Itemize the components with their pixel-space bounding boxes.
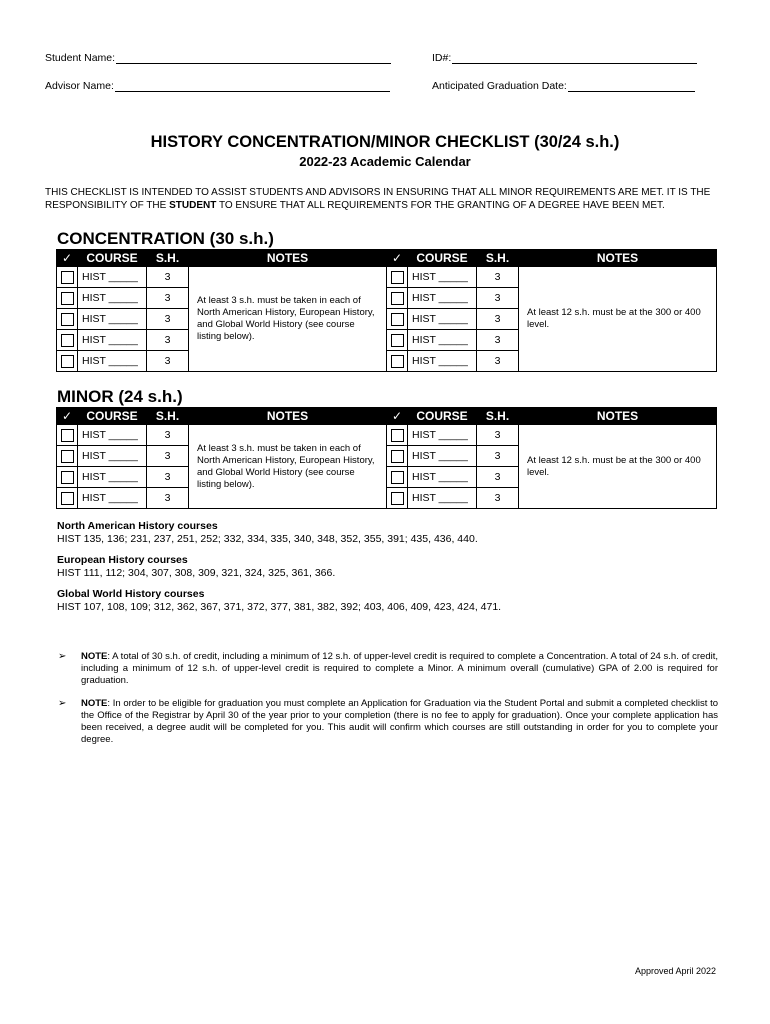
course-group-global [57,588,737,614]
checkbox[interactable] [61,313,74,326]
advisor-name-row [45,80,390,92]
sh-cell: 3 [477,488,519,509]
approved-date: Approved April 2022 [634,966,716,976]
course-group-heading: Global World History courses [57,588,205,600]
note-item [58,698,718,746]
check-header: ✓ [387,250,408,267]
course-cell[interactable]: HIST _____ [408,488,477,509]
notes-block [58,651,718,757]
checkbox[interactable] [61,471,74,484]
course-cell[interactable]: HIST _____ [408,330,477,351]
sh-cell: 3 [147,425,189,446]
sh-cell: 3 [477,425,519,446]
sh-cell: 3 [147,288,189,309]
course-cell[interactable]: HIST _____ [78,309,147,330]
table-row [57,267,387,288]
course-cell[interactable]: HIST _____ [78,330,147,351]
course-cell[interactable]: HIST _____ [78,467,147,488]
course-cell[interactable]: HIST _____ [78,288,147,309]
minor-right-table [386,407,717,509]
checkbox[interactable] [61,292,74,305]
course-cell[interactable]: HIST _____ [408,351,477,372]
sh-header: S.H. [147,408,189,425]
course-cell[interactable]: HIST _____ [78,488,147,509]
sh-cell: 3 [477,288,519,309]
sh-cell: 3 [147,446,189,467]
sh-cell: 3 [477,309,519,330]
checkbox[interactable] [391,450,404,463]
course-cell[interactable]: HIST _____ [78,267,147,288]
course-cell[interactable]: HIST _____ [78,446,147,467]
intro-bold: STUDENT [169,200,217,211]
arrow-bullet-icon: ➢ [58,698,67,709]
sh-cell: 3 [477,267,519,288]
sh-cell: 3 [147,267,189,288]
course-listings [57,520,737,622]
course-group-heading: European History courses [57,554,188,566]
page-title: HISTORY CONCENTRATION/MINOR CHECKLIST (30/24 s.h.) [150,133,620,151]
sh-header: S.H. [147,250,189,267]
graduation-date-field[interactable] [568,81,695,92]
concentration-title: CONCENTRATION (30 s.h.) [57,229,274,248]
course-header: COURSE [78,250,147,267]
checkbox[interactable] [61,492,74,505]
sh-cell: 3 [147,330,189,351]
course-group-list: HIST 135, 136; 231, 237, 251, 252; 332, 334, 335, 340, 348, 352, 355, 391; 435, 436, 440. [57,533,478,545]
minor-left-table [56,407,387,509]
notes-header: NOTES [189,408,387,425]
notes-cell: At least 12 s.h. must be at the 300 or 400 level. [519,267,717,372]
course-header: COURSE [408,250,477,267]
concentration-left-table [56,249,387,372]
graduation-date-label: Anticipated Graduation Date: [432,80,567,92]
student-name-row [45,52,391,64]
course-header: COURSE [78,408,147,425]
checkbox[interactable] [61,450,74,463]
concentration-right-table [386,249,717,372]
course-group-north-american [57,520,737,546]
checkbox[interactable] [391,313,404,326]
notes-cell: At least 3 s.h. must be taken in each of North American History, European History, and Global World History (see course listing below). [189,267,387,372]
note-text: NOTE: In order to be eligible for graduation you must complete an Application for Graduation via the Student Portal and submit a completed checklist to the Office of the Registrar by April 30 of the year prior to your completion (there is no fee to apply for graduation). Once your complete application has been received, a degree audit will be completed for you. This audit will confirm which courses are still outstanding in order for you to complete your degree. [81,698,718,745]
advisor-name-label: Advisor Name: [45,80,114,92]
check-header: ✓ [57,408,78,425]
check-header: ✓ [57,250,78,267]
course-group-heading: North American History courses [57,520,218,532]
notes-header: NOTES [519,408,717,425]
sh-cell: 3 [477,467,519,488]
course-cell[interactable]: HIST _____ [408,425,477,446]
checkbox[interactable] [391,292,404,305]
checkbox[interactable] [391,471,404,484]
course-group-list: HIST 111, 112; 304, 307, 308, 309, 321, 324, 325, 361, 366. [57,567,336,579]
checkbox[interactable] [61,355,74,368]
notes-header: NOTES [189,250,387,267]
checkbox[interactable] [61,334,74,347]
sh-cell: 3 [477,330,519,351]
checkbox[interactable] [391,334,404,347]
check-header: ✓ [387,408,408,425]
sh-cell: 3 [147,351,189,372]
sh-cell: 3 [147,309,189,330]
notes-cell: At least 12 s.h. must be at the 300 or 400 level. [519,425,717,509]
course-cell[interactable]: HIST _____ [408,267,477,288]
course-cell[interactable]: HIST _____ [408,288,477,309]
id-field[interactable] [452,53,697,64]
checkbox[interactable] [391,355,404,368]
advisor-name-field[interactable] [115,81,390,92]
student-name-field[interactable] [116,53,391,64]
checkbox[interactable] [391,492,404,505]
checkbox[interactable] [61,271,74,284]
id-row [432,52,697,64]
course-cell[interactable]: HIST _____ [408,309,477,330]
page-subtitle: 2022-23 Academic Calendar [299,154,471,169]
graduation-date-row [432,80,695,92]
table-row [387,267,717,288]
checkbox[interactable] [61,429,74,442]
checkbox[interactable] [391,271,404,284]
notes-header: NOTES [519,250,717,267]
table-row [57,425,387,446]
course-group-european [57,554,737,580]
notes-cell: At least 3 s.h. must be taken in each of North American History, European History, and Global World History (see course listing below). [189,425,387,509]
minor-title: MINOR (24 s.h.) [57,387,183,406]
course-header: COURSE [408,408,477,425]
course-group-list: HIST 107, 108, 109; 312, 362, 367, 371, 372, 377, 381, 382, 392; 403, 406, 409, 423, 424, 471. [57,601,502,613]
course-cell[interactable]: HIST _____ [408,446,477,467]
sh-header: S.H. [477,250,519,267]
sh-cell: 3 [477,446,519,467]
sh-header: S.H. [477,408,519,425]
table-row [387,425,717,446]
course-cell[interactable]: HIST _____ [78,351,147,372]
sh-cell: 3 [147,488,189,509]
sh-cell: 3 [477,351,519,372]
arrow-bullet-icon: ➢ [58,651,67,662]
note-item [58,651,718,687]
id-label: ID#: [432,52,452,64]
sh-cell: 3 [147,467,189,488]
student-name-label: Student Name: [45,52,116,64]
course-cell[interactable]: HIST _____ [408,467,477,488]
checkbox[interactable] [391,429,404,442]
course-cell[interactable]: HIST _____ [78,425,147,446]
intro-text: THIS CHECKLIST IS INTENDED TO ASSIST STUDENTS AND ADVISORS IN ENSURING THAT ALL MINOR REQUIREMENTS ARE MET. IT IS THE RESPONSIBILITY OF THE STUDENT TO ENSURE THAT ALL REQUIREMENTS FOR THE GRANTING OF A DEGREE HAVE BEEN MET. [45,187,711,211]
note-text: NOTE: A total of 30 s.h. of credit, including a minimum of 12 s.h. of upper-level credit is required to complete a Concentration. A total of 24 s.h. of credit, including a minimum of 12 s.h. of upper-level credit is required to complete a Minor. A minimum overall (cumulative) GPA of 2.00 is required for graduation. [81,651,718,686]
